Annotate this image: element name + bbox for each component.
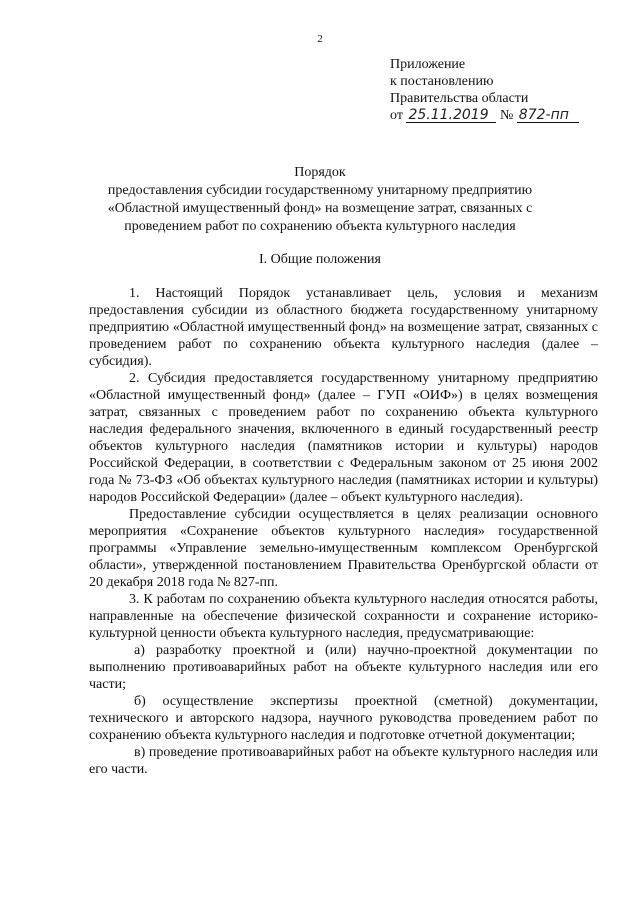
- decree-date: 25.11.2019: [406, 108, 496, 123]
- paragraph-4: 3. К работам по сохранению объекта культурного наследия относятся работы, направленные на обеспечение физической сохранности и сохранение историко-культурной ценности объекта культурного наследия, предусматривающие:: [89, 592, 598, 641]
- paragraph-1: 1. Настоящий Порядок устанавливает цель, условия и механизм предоставления субсидии из областного бюджета государственному унитарному предприятию «Областной имущественный фонд» на возмещение затрат, связанных с проведением работ по сохранению объекта культурного наследия (далее – субсидия).: [89, 286, 598, 369]
- appendix-line-2: к постановлению: [390, 74, 494, 89]
- date-prefix: от: [390, 108, 403, 123]
- section-title: I. Общие положения: [259, 252, 381, 267]
- appendix-block: [390, 56, 579, 124]
- title-line-1: предоставления субсидии государственному унитарному предприятию: [107, 183, 533, 198]
- appendix-line-3: Правительства области: [390, 91, 529, 106]
- decree-number: 872-пп: [517, 108, 579, 123]
- appendix-line-1: Приложение: [390, 57, 466, 72]
- subitem-c: в) проведение противоаварийных работ на объекте культурного наследия или его части.: [89, 745, 598, 777]
- appendix-date-line: [390, 107, 579, 124]
- title-heading: Порядок: [294, 165, 346, 180]
- document-body: [89, 285, 598, 778]
- subitem-a: а) разработку проектной и (или) научно-проектной документации по выполнению противоаварийных работ на объекте культурного наследия или его части;: [89, 643, 598, 692]
- title-line-3: проведением работ по сохранению объекта культурного наследия: [124, 219, 516, 234]
- paragraph-3: Предоставление субсидии осуществляется в целях реализации основного мероприятия «Сохранение объектов культурного наследия» государственной программы «Управление земельно-имущественным комплексом Оренбургской области», утвержденной постановлением Правительства Оренбургской области от 20 декабря 2018 года № 827-пп.: [89, 507, 598, 590]
- title-line-2: «Областной имущественный фонд» на возмещение затрат, связанных с: [107, 201, 533, 216]
- subitem-b: б) осуществление экспертизы проектной (сметной) документации, технического и авторского надзора, научного руководства проведением работ по сохранению объекта культурного наследия и подготовке отчетной документации;: [89, 694, 598, 743]
- document-title: [0, 164, 640, 236]
- number-prefix: №: [499, 108, 514, 123]
- paragraph-2: 2. Субсидия предоставляется государственному унитарному предприятию «Областной имущественный фонд» (далее – ГУП «ОИФ») в целях возмещения затрат, связанных с проведением работ по сохранению объекта культурного наследия федерального значения, включенного в единый государственный реестр объектов культурного наследия (памятников истории и культуры) народов Российской Федерации, в соответствии с Федеральным законом от 25 июня 2002 года № 73-ФЗ «Об объектах культурного наследия (памятниках истории и культуры) народов Российской Федерации» (далее – объект культурного наследия).: [89, 371, 598, 505]
- page-number: 2: [317, 33, 323, 45]
